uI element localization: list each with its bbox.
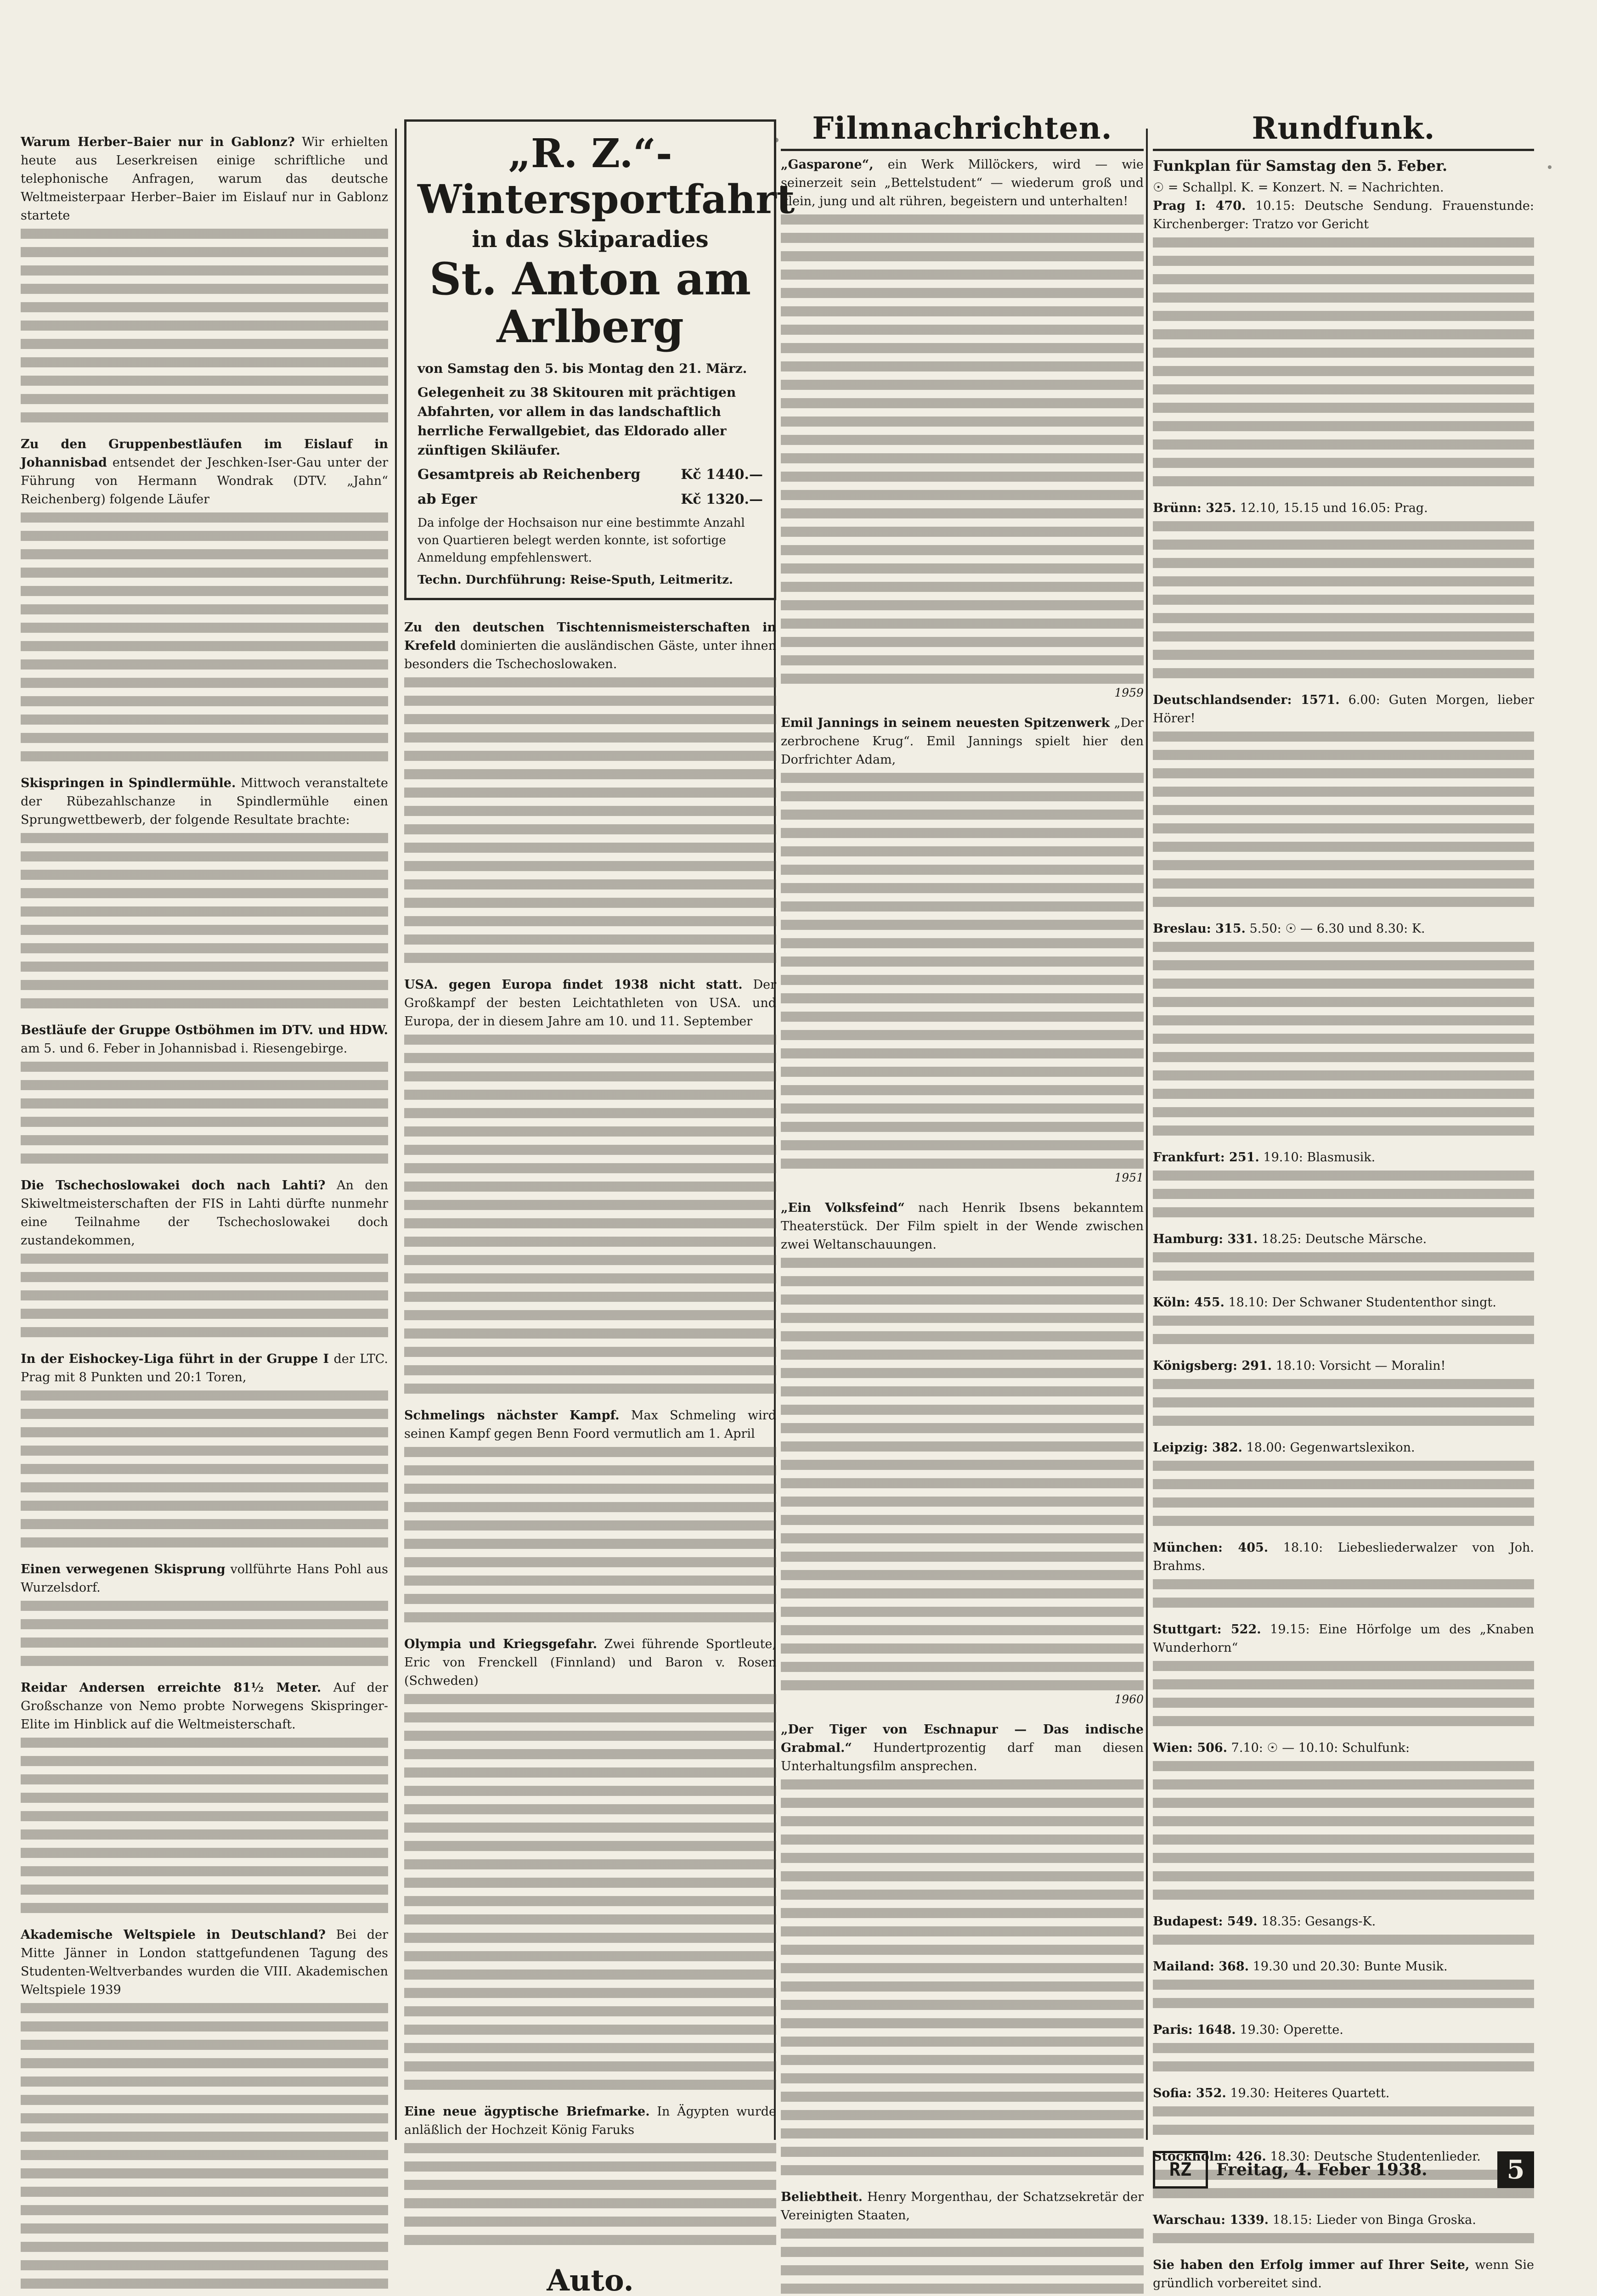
article <box>1153 691 1534 907</box>
article-body-text <box>1153 237 1534 486</box>
article-tag: 1960 <box>1114 1693 1144 1706</box>
article-text: Zwei führende Sportleute, Eric von Frenckell (Finnland) und Baron v. Rosen (Schweden) <box>404 1637 776 1688</box>
article-text: Henry Morgenthau, der Schatzsekretär der Vereinigten Staaten, <box>781 2190 1144 2223</box>
radio-legend: ☉ = Schallpl. K. = Konzert. N. = Nachrichten. <box>1153 180 1444 195</box>
article-body-text <box>1153 1661 1534 1726</box>
article-text: Auf der Großschanze von Nemo probte Norwegens Skispringer-Elite im Hinblick auf die Weltmeisterschaft. <box>21 1681 388 1732</box>
article-text: Hundertprozentig darf man diesen Unterhaltungsfilm ansprechen. <box>781 1741 1144 1773</box>
article <box>404 2103 776 2245</box>
article-body-text <box>1153 1761 1534 1900</box>
article-lead <box>21 1679 388 1734</box>
article-headline: Olympia und Kriegsgefahr. <box>404 1637 598 1651</box>
article-lead <box>1153 691 1534 728</box>
article <box>1153 2256 1534 2296</box>
article-lead <box>1153 1230 1534 1249</box>
article-lead <box>21 1560 388 1597</box>
article <box>21 1176 388 1337</box>
sports-articles <box>404 619 776 2245</box>
article-headline: Mailand: 368. <box>1153 1959 1249 1974</box>
article-lead <box>1153 1621 1534 1657</box>
article <box>781 156 1144 701</box>
article-text: 7.10: ☉ — 10.10: Schulfunk: <box>1231 1741 1410 1755</box>
article-lead <box>1153 1958 1534 1976</box>
sports-column <box>21 133 388 2140</box>
article-lead <box>404 619 776 674</box>
article <box>1153 920 1534 1136</box>
article-text: 19.15: Eine Hörfolge um des „Knaben Wunderhorn“ <box>1153 1622 1534 1655</box>
article-lead <box>1153 197 1534 234</box>
article-lead <box>21 774 388 829</box>
article-body-text <box>404 2143 776 2245</box>
scan-speck <box>774 138 779 142</box>
article-headline: „Ein Volksfeind“ <box>781 1201 905 1215</box>
article <box>1153 1357 1534 1426</box>
article-body-text <box>781 2228 1144 2296</box>
newspaper-page <box>14 18 1583 2296</box>
article-body-text <box>1153 2106 1534 2135</box>
article-headline: Wien: 506. <box>1153 1741 1228 1755</box>
article-body-text <box>21 1062 388 1164</box>
article-headline: Eine neue ägyptische Briefmarke. <box>404 2105 650 2119</box>
article-text: entsendet der Jeschken-Iser-Gau unter der Führung von Hermann Wondrak (DTV. „Jahn“ Reichenberg) folgende Läufer <box>21 456 388 506</box>
article-text: dominierten die ausländischen Gäste, unter ihnen besonders die Tschechoslowaken. <box>404 639 776 671</box>
article-headline: Sie haben den Erfolg immer auf Ihrer Seite, <box>1153 2258 1470 2272</box>
article-tag: 1951 <box>1114 1171 1144 1184</box>
article-headline: München: 405. <box>1153 1541 1269 1555</box>
article-lead <box>1153 1739 1534 1757</box>
article-text: 18.15: Lieder von Binga Groska. <box>1272 2213 1476 2227</box>
article-text: 5.50: ☉ — 6.30 und 8.30: K. <box>1249 922 1425 936</box>
article-body-text <box>1153 1252 1534 1281</box>
article-body-text <box>1153 942 1534 1136</box>
article <box>404 1407 776 1622</box>
article-headline: Reidar Andersen erreichte 81½ Meter. <box>21 1681 322 1695</box>
article-headline: Sofia: 352. <box>1153 2086 1226 2100</box>
ad-price-eger <box>418 490 763 510</box>
article-body-text <box>1153 732 1534 907</box>
article-body-text <box>21 833 388 1008</box>
article <box>21 1926 388 2296</box>
article-headline: Köln: 455. <box>1153 1295 1225 1310</box>
ad-note: Da infolge der Hochsaison nur eine bestimmte Anzahl von Quartieren belegt werden konnte, ist sofortige Anmeldung empfehlenswert. <box>418 516 745 565</box>
article-body-text <box>781 1779 1144 2175</box>
article <box>21 1350 388 1548</box>
article-text: ein Werk Millöckers, wird — wie seinerzeit sein „Bettelstudent“ — wiederum groß und klein, jung und alt rühren, begeistern und unterhalten! <box>781 158 1144 208</box>
article-lead <box>21 435 388 509</box>
article-lead <box>1153 1913 1534 1931</box>
radio-listings <box>1153 197 1534 2296</box>
article-headline: Akademische Weltspiele in Deutschland? <box>21 1928 326 1942</box>
article-text: 18.35: Gesangs-K. <box>1261 1914 1376 1929</box>
article-text: 18.30: Deutsche Studentenlieder. <box>1270 2150 1481 2164</box>
article-body-text <box>21 1601 388 1666</box>
article-body-text <box>1153 1461 1534 1526</box>
article-headline: Stuttgart: 522. <box>1153 1622 1261 1637</box>
article-lead <box>21 1176 388 1250</box>
article-body-text <box>1153 521 1534 678</box>
article-headline: Zu den Gruppenbestläufen im Eislauf in Johannisbad <box>21 437 388 470</box>
article-headline: Stockholm: 426. <box>1153 2150 1266 2164</box>
article-lead <box>404 2103 776 2139</box>
article-text: 18.25: Deutsche Märsche. <box>1261 1232 1427 1246</box>
article <box>1153 1230 1534 1281</box>
article-headline: Breslau: 315. <box>1153 922 1246 936</box>
article-body-text <box>404 1035 776 1394</box>
article-headline: Prag I: 470. <box>1153 199 1246 213</box>
ad-dates: von Samstag den 5. bis Montag den 21. März. <box>418 361 747 376</box>
article-lead <box>1153 499 1534 518</box>
scan-speck <box>1548 165 1552 169</box>
article-headline: Bestläufe der Gruppe Ostböhmen im DTV. und HDW. <box>21 1023 388 1037</box>
ad-and-sports-column <box>404 119 795 2296</box>
article-headline: Paris: 1648. <box>1153 2023 1236 2037</box>
article-text: nach Henrik Ibsens bekanntem Theaterstück. Der Film spielt in der Wende zwischen zwei Weltanschauungen. <box>781 1201 1144 1252</box>
article-headline: Beliebtheit. <box>781 2190 863 2204</box>
article-text: „Der zerbrochene Krug“. Emil Jannings spielt hier den Dorfrichter Adam, <box>781 716 1144 767</box>
article <box>404 1635 776 2090</box>
article <box>1153 1294 1534 1344</box>
article-body-text <box>781 1258 1144 1690</box>
article <box>21 1021 388 1164</box>
ad-place: St. Anton am Arlberg <box>429 253 751 353</box>
issue-date: Freitag, 4. Feber 1938. <box>1216 2160 1428 2179</box>
article-text: wenn Sie gründlich vorbereitet sind. <box>1153 2258 1534 2290</box>
article <box>781 2188 1144 2296</box>
article <box>1153 1958 1534 2008</box>
article-text: 18.10: Vorsicht — Moralin! <box>1275 1359 1446 1373</box>
article-body-text <box>404 677 776 963</box>
article <box>1153 1913 1534 1945</box>
article-lead <box>1153 1439 1534 1457</box>
article-body-text <box>781 214 1144 684</box>
article-headline: Einen verwegenen Skisprung <box>21 1562 226 1576</box>
article-text: Der Großkampf der besten Leichtathleten von USA. und Europa, der in diesem Jahre am 10. und 11. September <box>404 978 776 1029</box>
ad-subtitle: in das Skiparadies <box>472 225 709 253</box>
article-text: 19.10: Blasmusik. <box>1263 1150 1376 1165</box>
article-text: der LTC. Prag mit 8 Punkten und 20:1 Toren, <box>21 1352 388 1384</box>
article-text: Max Schmeling wird seinen Kampf gegen Benn Foord vermutlich am 1. April <box>404 1408 776 1441</box>
article-headline: Leipzig: 382. <box>1153 1441 1242 1455</box>
article-lead <box>21 133 388 225</box>
article-lead <box>1153 2256 1534 2293</box>
article-headline: In der Eishockey-Liga führt in der Gruppe I <box>21 1352 329 1366</box>
article <box>781 1721 1144 2175</box>
article-text: 6.00: Guten Morgen, lieber Hörer! <box>1153 693 1534 726</box>
article-lead <box>781 2188 1144 2225</box>
article-headline: Emil Jannings in seinem neuesten Spitzenwerk <box>781 716 1110 730</box>
article-headline: USA. gegen Europa findet 1938 nicht statt. <box>404 978 743 992</box>
article <box>1153 1539 1534 1608</box>
article-lead <box>21 1350 388 1387</box>
article-text: In Ägypten wurde anläßlich der Hochzeit König Faruks <box>404 2105 776 2137</box>
article-headline: Schmelings nächster Kampf. <box>404 1408 620 1423</box>
article <box>1153 2084 1534 2135</box>
radio-section-title: Rundfunk. <box>1153 110 1534 151</box>
article-text: vollführte Hans Pohl aus Wurzelsdorf. <box>21 1562 388 1595</box>
column-rule <box>1146 129 1148 2140</box>
article <box>1153 1739 1534 1900</box>
article-headline: Die Tschechoslowakei doch nach Lahti? <box>21 1178 326 1193</box>
radio-subtitle: Funkplan für Samstag den 5. Feber. <box>1153 157 1448 174</box>
article <box>1153 2211 1534 2243</box>
ad-price-label: ab Eger <box>418 491 477 507</box>
article-headline: Warschau: 1339. <box>1153 2213 1269 2227</box>
article-lead <box>781 156 1144 211</box>
article-lead <box>1153 2211 1534 2229</box>
article <box>1153 1439 1534 1526</box>
article-headline: Frankfurt: 251. <box>1153 1150 1259 1165</box>
ad-price-label: Gesamtpreis ab Reichenberg <box>418 467 641 483</box>
article-body-text <box>1153 1316 1534 1344</box>
article-body-text <box>21 1254 388 1337</box>
article-lead <box>781 714 1144 769</box>
article-headline: „Gasparone“, <box>781 158 874 172</box>
film-articles <box>781 156 1144 2296</box>
article-lead <box>1153 2021 1534 2039</box>
article-text: am 5. und 6. Feber in Johannisbad i. Riesengebirge. <box>21 1041 348 1056</box>
article-body-text <box>781 773 1144 1169</box>
article-body-text <box>21 2003 388 2296</box>
article-body-text <box>1153 2233 1534 2243</box>
article-body-text <box>1153 1980 1534 2008</box>
article <box>21 1679 388 1913</box>
article <box>21 133 388 422</box>
ad-title: „R. Z.“-Wintersportfahrt <box>418 130 795 223</box>
article-headline: Warum Herber–Baier nur in Gablonz? <box>21 135 295 149</box>
article-body-text <box>21 1738 388 1913</box>
ad-tech: Techn. Durchführung: Reise-Sputh, Leitmeritz. <box>418 573 733 587</box>
article-lead <box>1153 1539 1534 1576</box>
ad-price-reichenberg <box>418 465 763 485</box>
article-text: 19.30 und 20.30: Bunte Musik. <box>1253 1959 1448 1974</box>
article-headline: Budapest: 549. <box>1153 1914 1258 1929</box>
article <box>21 774 388 1008</box>
article <box>21 435 388 761</box>
article-lead <box>404 1635 776 1690</box>
article-lead <box>1153 1357 1534 1375</box>
article-text: An den Skiweltmeisterschaften der FIS in Lahti dürfte nunmehr eine Teilnahme der Tschechoslowakei doch zustandekommen, <box>21 1178 388 1248</box>
article-text: Wir erhielten heute aus Leserkreisen einige schriftliche und telephonische Anfragen, warum das deutsche Weltmeisterpaar Herber–Baier im Eislauf nur in Gablonz startete <box>21 135 388 223</box>
wintersport-ad <box>404 119 795 600</box>
article-body-text <box>1153 2043 1534 2071</box>
article-body-text <box>1153 1171 1534 1217</box>
article-lead <box>404 976 776 1031</box>
article-text: 18.10: Der Schwaner Studententhor singt. <box>1228 1295 1496 1310</box>
article-text: 19.30: Heiteres Quartett. <box>1230 2086 1390 2100</box>
article-lead <box>1153 920 1534 938</box>
film-column <box>781 110 1144 2223</box>
article-text: Mittwoch veranstaltete der Rübezahlschanze in Spindlermühle einen Sprungwettbewerb, der folgende Resultate brachte: <box>21 776 389 827</box>
article-headline: Königsberg: 291. <box>1153 1359 1272 1373</box>
ad-price-value: Kč 1320.— <box>681 491 763 507</box>
column-rule <box>395 129 397 2140</box>
article <box>21 1560 388 1666</box>
film-section-title: Filmnachrichten. <box>781 110 1144 151</box>
article-text: 10.15: Deutsche Sendung. Frauenstunde: Kirchenberger: Tratzo vor Gericht <box>1153 199 1535 231</box>
ad-price-value: Kč 1440.— <box>681 467 763 483</box>
ad-body: Gelegenheit zu 38 Skitouren mit prächtigen Abfahrten, vor allem in das landschaftlich herrliche Ferwallgebiet, das Eldorado aller zünftigen Skiläufer. <box>418 385 736 458</box>
article-headline: Brünn: 325. <box>1153 501 1236 515</box>
article-headline: Skispringen in Spindlermühle. <box>21 776 236 790</box>
article <box>1153 1621 1534 1726</box>
article-body-text <box>1153 1579 1534 1608</box>
article <box>1153 2021 1534 2071</box>
article-lead <box>1153 1148 1534 1167</box>
article-text: Bei der Mitte Jänner in London stattgefundenen Tagung des Studenten-Weltverbandes wurden die VIII. Akademischen Weltspiele 1939 <box>21 1928 388 1997</box>
article-lead <box>404 1407 776 1443</box>
article-lead <box>21 1021 388 1058</box>
article-headline: „Der Tiger von Eschnapur — Das indische Grabmal.“ <box>781 1722 1144 1755</box>
article-text: 18.00: Gegenwartslexikon. <box>1246 1441 1415 1455</box>
article-lead <box>1153 1294 1534 1312</box>
auto-section-title: Auto. <box>547 2263 634 2296</box>
article-lead <box>781 1199 1144 1254</box>
article-body-text <box>404 1694 776 2090</box>
article-body-text <box>21 229 388 422</box>
article <box>404 619 776 963</box>
article-body-text <box>1153 1379 1534 1426</box>
article-body-text <box>21 1390 388 1548</box>
article <box>1153 1148 1534 1217</box>
article-lead <box>21 1926 388 1999</box>
article-headline: Zu den deutschen Tischtennismeisterschaften in Krefeld <box>404 620 776 653</box>
article-body-text <box>1153 1935 1534 1945</box>
article-body-text <box>21 512 388 761</box>
article <box>781 1199 1144 1708</box>
article-text: 18.10: Liebesliederwalzer von Joh. Brahms. <box>1153 1541 1534 1573</box>
article-tag: 1959 <box>1114 686 1144 699</box>
article-lead <box>781 1721 1144 1776</box>
newspaper-logo: RZ <box>1153 2151 1208 2189</box>
article-headline: Hamburg: 331. <box>1153 1232 1258 1246</box>
article-lead <box>1153 2084 1534 2103</box>
article <box>781 714 1144 1186</box>
article-body-text <box>404 1447 776 1622</box>
article-text: 19.30: Operette. <box>1240 2023 1343 2037</box>
page-number: 5 <box>1497 2151 1534 2188</box>
article <box>404 976 776 1394</box>
article-text: 12.10, 15.15 und 16.05: Prag. <box>1240 501 1428 515</box>
article <box>1153 499 1534 678</box>
article <box>1153 197 1534 486</box>
article-headline: Deutschlandsender: 1571. <box>1153 693 1340 707</box>
page-footer <box>1153 2149 1534 2190</box>
